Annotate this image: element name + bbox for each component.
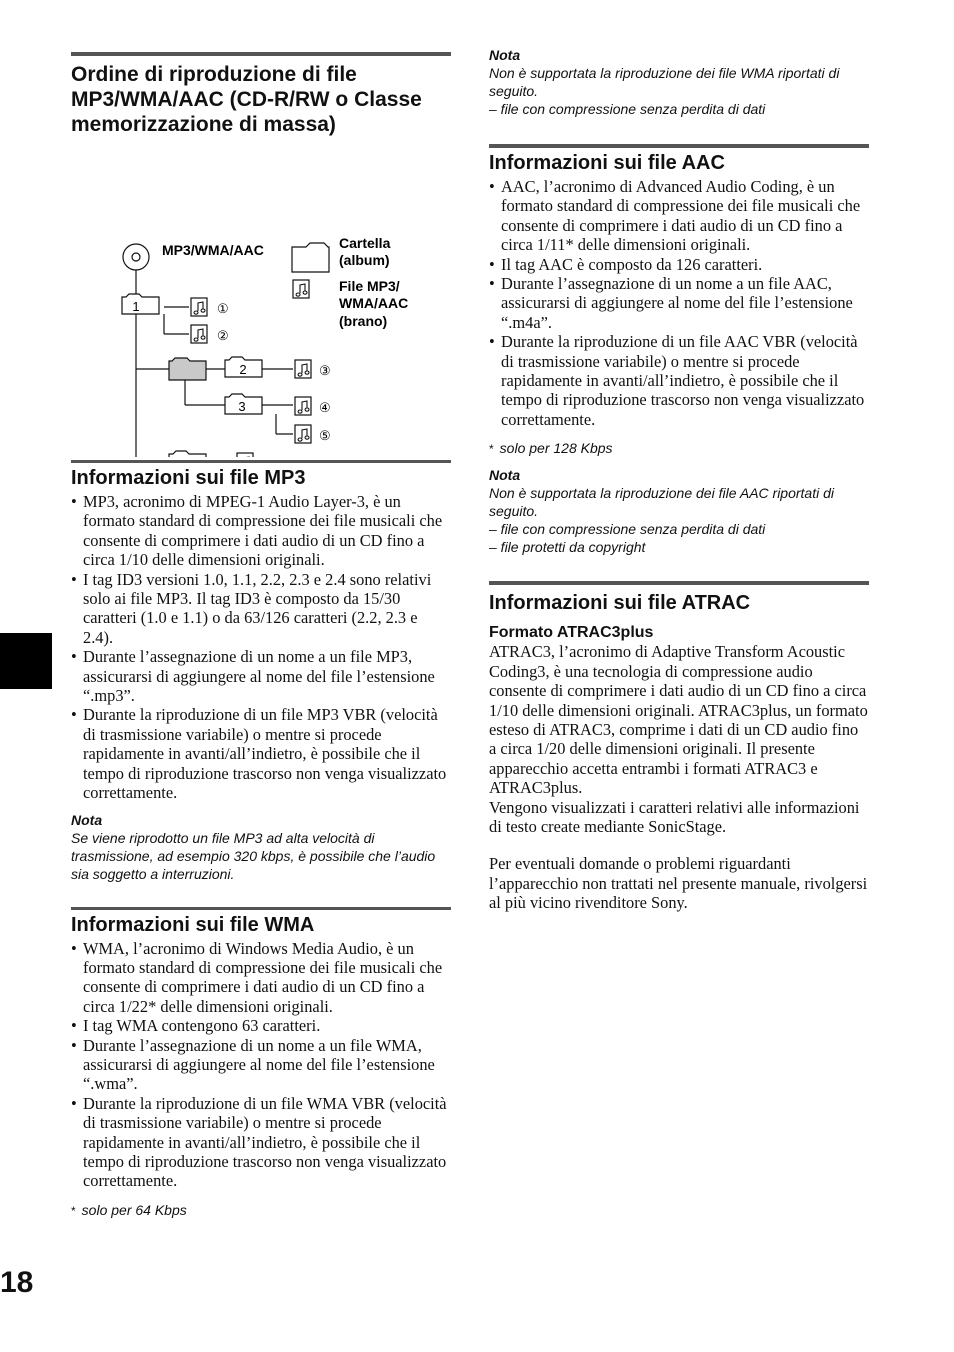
folder-3: [225, 394, 262, 414]
footnote-mark: *: [489, 442, 494, 457]
section-edge-tab: [0, 633, 52, 689]
footnote-mark: *: [71, 1203, 76, 1218]
list-item: • Durante l’assegnazione di un nome a un file AAC, assicurarsi di aggiungere al nome del file l’estensione “.m4a”.: [489, 274, 869, 332]
folder-legend-line2: (album): [339, 252, 390, 268]
note-line: – file protetti da copyright: [489, 539, 646, 556]
aac-list: [489, 177, 869, 429]
track-6-icon: [237, 453, 253, 457]
disc-label: MP3/WMA/AAC: [162, 242, 264, 258]
footnote-text: solo per 128 Kbps: [499, 440, 613, 457]
section-rule: [489, 144, 869, 148]
folder-1-label: 1: [132, 299, 140, 314]
note-title: Nota: [489, 467, 521, 484]
wma-heading: Informazioni sui file WMA: [71, 913, 315, 936]
wma-list: [71, 939, 451, 1191]
atrac-paragraph-1: ATRAC3, l’acronimo di Adaptive Transform Acoustic Coding3, è una tecnologia di compressione audio consente di comprimere i dati audio di un CD fino a circa 1/10 delle dimensioni originali. ATRAC3plus, un formato esteso di ATRAC3, comprime i dati di un CD audio fino a circa 1/20 delle dimensioni originali. Il presente apparecchio accetta entrambi i formati ATRAC3 e ATRAC3plus.: [489, 642, 868, 798]
folder-unnamed: [169, 358, 206, 380]
atrac-heading: Informazioni sui file ATRAC: [489, 592, 751, 615]
note-line: – file con compressione senza perdita di dati: [489, 521, 766, 538]
order-title: Ordine di riproduzione di file MP3/WMA/AAC (CD-R/RW o Classe memorizzazione di massa): [71, 63, 422, 136]
file-legend-line3: (brano): [339, 313, 388, 329]
track-1-icon: [191, 298, 207, 316]
note-title: Nota: [71, 811, 103, 828]
folder-2: [225, 357, 262, 377]
list-item: • Durante la riproduzione di un file WMA VBR (velocità di trasmissione variabile) o mentre si procede rapidamente in avanti/all’indietro, è possibile che il tempo di riproduzione trascorso non venga visualizzato correttamente.: [71, 1094, 451, 1191]
note-line: Non è supportata la riproduzione dei file WMA riportati di seguito.: [489, 65, 840, 99]
folder-4: [169, 451, 206, 457]
folder-1: [122, 294, 159, 314]
right-column: [489, 46, 869, 913]
left-column: [71, 52, 451, 1220]
list-item: • Durante l’assegnazione di un nome a un file WMA, assicurarsi di aggiungere al nome del file l’estensione “.wma”.: [71, 1036, 451, 1094]
list-item: • MP3, acronimo di MPEG-1 Audio Layer-3, è un formato standard di compressione dei file musicali che consente di comprimere i dati audio di un CD fino a circa 1/10 delle dimensioni originali.: [71, 492, 451, 570]
folder-2-label: 2: [239, 362, 247, 377]
atrac-paragraph-3: Per eventuali domande o problemi riguardanti l’apparecchio non trattati nel presente manuale, rivolgersi al più vicino rivenditore Sony.: [489, 854, 868, 913]
section-rule: [489, 581, 869, 585]
mp3-list: [71, 492, 451, 803]
note-title: Nota: [489, 47, 521, 63]
list-item: • I tag ID3 versioni 1.0, 1.1, 2.2, 2.3 e 2.4 sono relativi solo ai file MP3. Il tag ID3 è composto da 15/30 caratteri (1.0 e 1.1) o da 63/126 caratteri (2.2, 2.3 e 2.4).: [71, 570, 451, 648]
page-number: 18: [0, 1266, 34, 1299]
playback-order-diagram: [71, 137, 451, 457]
track-6-label: [261, 456, 273, 457]
track-4-icon: [295, 397, 311, 415]
track-2-label: ②: [217, 328, 229, 343]
list-item: • WMA, l’acronimo di Windows Media Audio, è un formato standard di compressione dei file musicali che consente di comprimere i dati audio di un CD fino a circa 1/22* delle dimensioni originali.: [71, 939, 451, 1017]
folder-3-label: 3: [238, 399, 246, 414]
list-item: • AAC, l’acronimo di Advanced Audio Coding, è un formato standard di compressione dei file musicali che consente di comprimere i dati audio di un CD fino a circa 1/11* delle dimensioni originali.: [489, 177, 869, 255]
list-item: • Durante l’assegnazione di un nome a un file MP3, assicurarsi di aggiungere al nome del file l’estensione “.mp3”.: [71, 647, 451, 705]
note-text: Se viene riprodotto un file MP3 ad alta velocità di trasmissione, ad esempio 320 kbps, è possibile che l’audio sia soggetto a interruzioni.: [71, 829, 436, 882]
track-1-label: ①: [217, 301, 229, 316]
track-5-label: ⑤: [319, 428, 331, 443]
aac-footnote: [489, 439, 869, 458]
section-rule: [71, 907, 451, 910]
file-legend-line1: File MP3/: [339, 278, 400, 294]
track-2-icon: [191, 325, 207, 343]
wma-footnote: [71, 1201, 451, 1220]
folder-legend-icon: [292, 243, 329, 272]
footnote-text: solo per 64 Kbps: [81, 1201, 187, 1218]
file-legend-line2: WMA/AAC: [339, 295, 409, 311]
note-line: Non è supportata la riproduzione dei file AAC riportati di seguito.: [489, 485, 835, 520]
mp3-heading: Informazioni sui file MP3: [71, 467, 306, 489]
atrac-paragraph-2: Vengono visualizzati i caratteri relativi alle informazioni di testo create mediante SonicStage.: [489, 797, 860, 836]
folder-legend-line1: Cartella: [339, 235, 391, 251]
track-3-label: ③: [319, 363, 331, 378]
track-3-icon: [295, 360, 311, 378]
section-rule: [71, 460, 451, 463]
disc-icon: [123, 244, 149, 270]
section-rule: [71, 52, 451, 56]
folder-4-label: [181, 456, 188, 457]
list-item: • I tag WMA contengono 63 caratteri.: [71, 1016, 451, 1035]
track-4-label: ④: [319, 400, 331, 415]
atrac-subheading: Formato ATRAC3plus: [489, 624, 654, 642]
list-item: • Durante la riproduzione di un file AAC VBR (velocità di trasmissione variabile) o mentre si procede rapidamente in avanti/all’indietro, è possibile che il tempo di riproduzione trascorso non venga visualizzato correttamente.: [489, 332, 869, 429]
list-item: • Durante la riproduzione di un file MP3 VBR (velocità di trasmissione variabile) o mentre si procede rapidamente in avanti/all’indietro, è possibile che il tempo di riproduzione trascorso non venga visualizzato correttamente.: [71, 705, 451, 802]
aac-heading: Informazioni sui file AAC: [489, 152, 725, 174]
track-5-icon: [295, 425, 311, 443]
list-item: • Il tag AAC è composto da 126 caratteri.: [489, 255, 869, 274]
file-legend-icon: [293, 280, 309, 298]
note-line: – file con compressione senza perdita di dati: [489, 101, 766, 117]
